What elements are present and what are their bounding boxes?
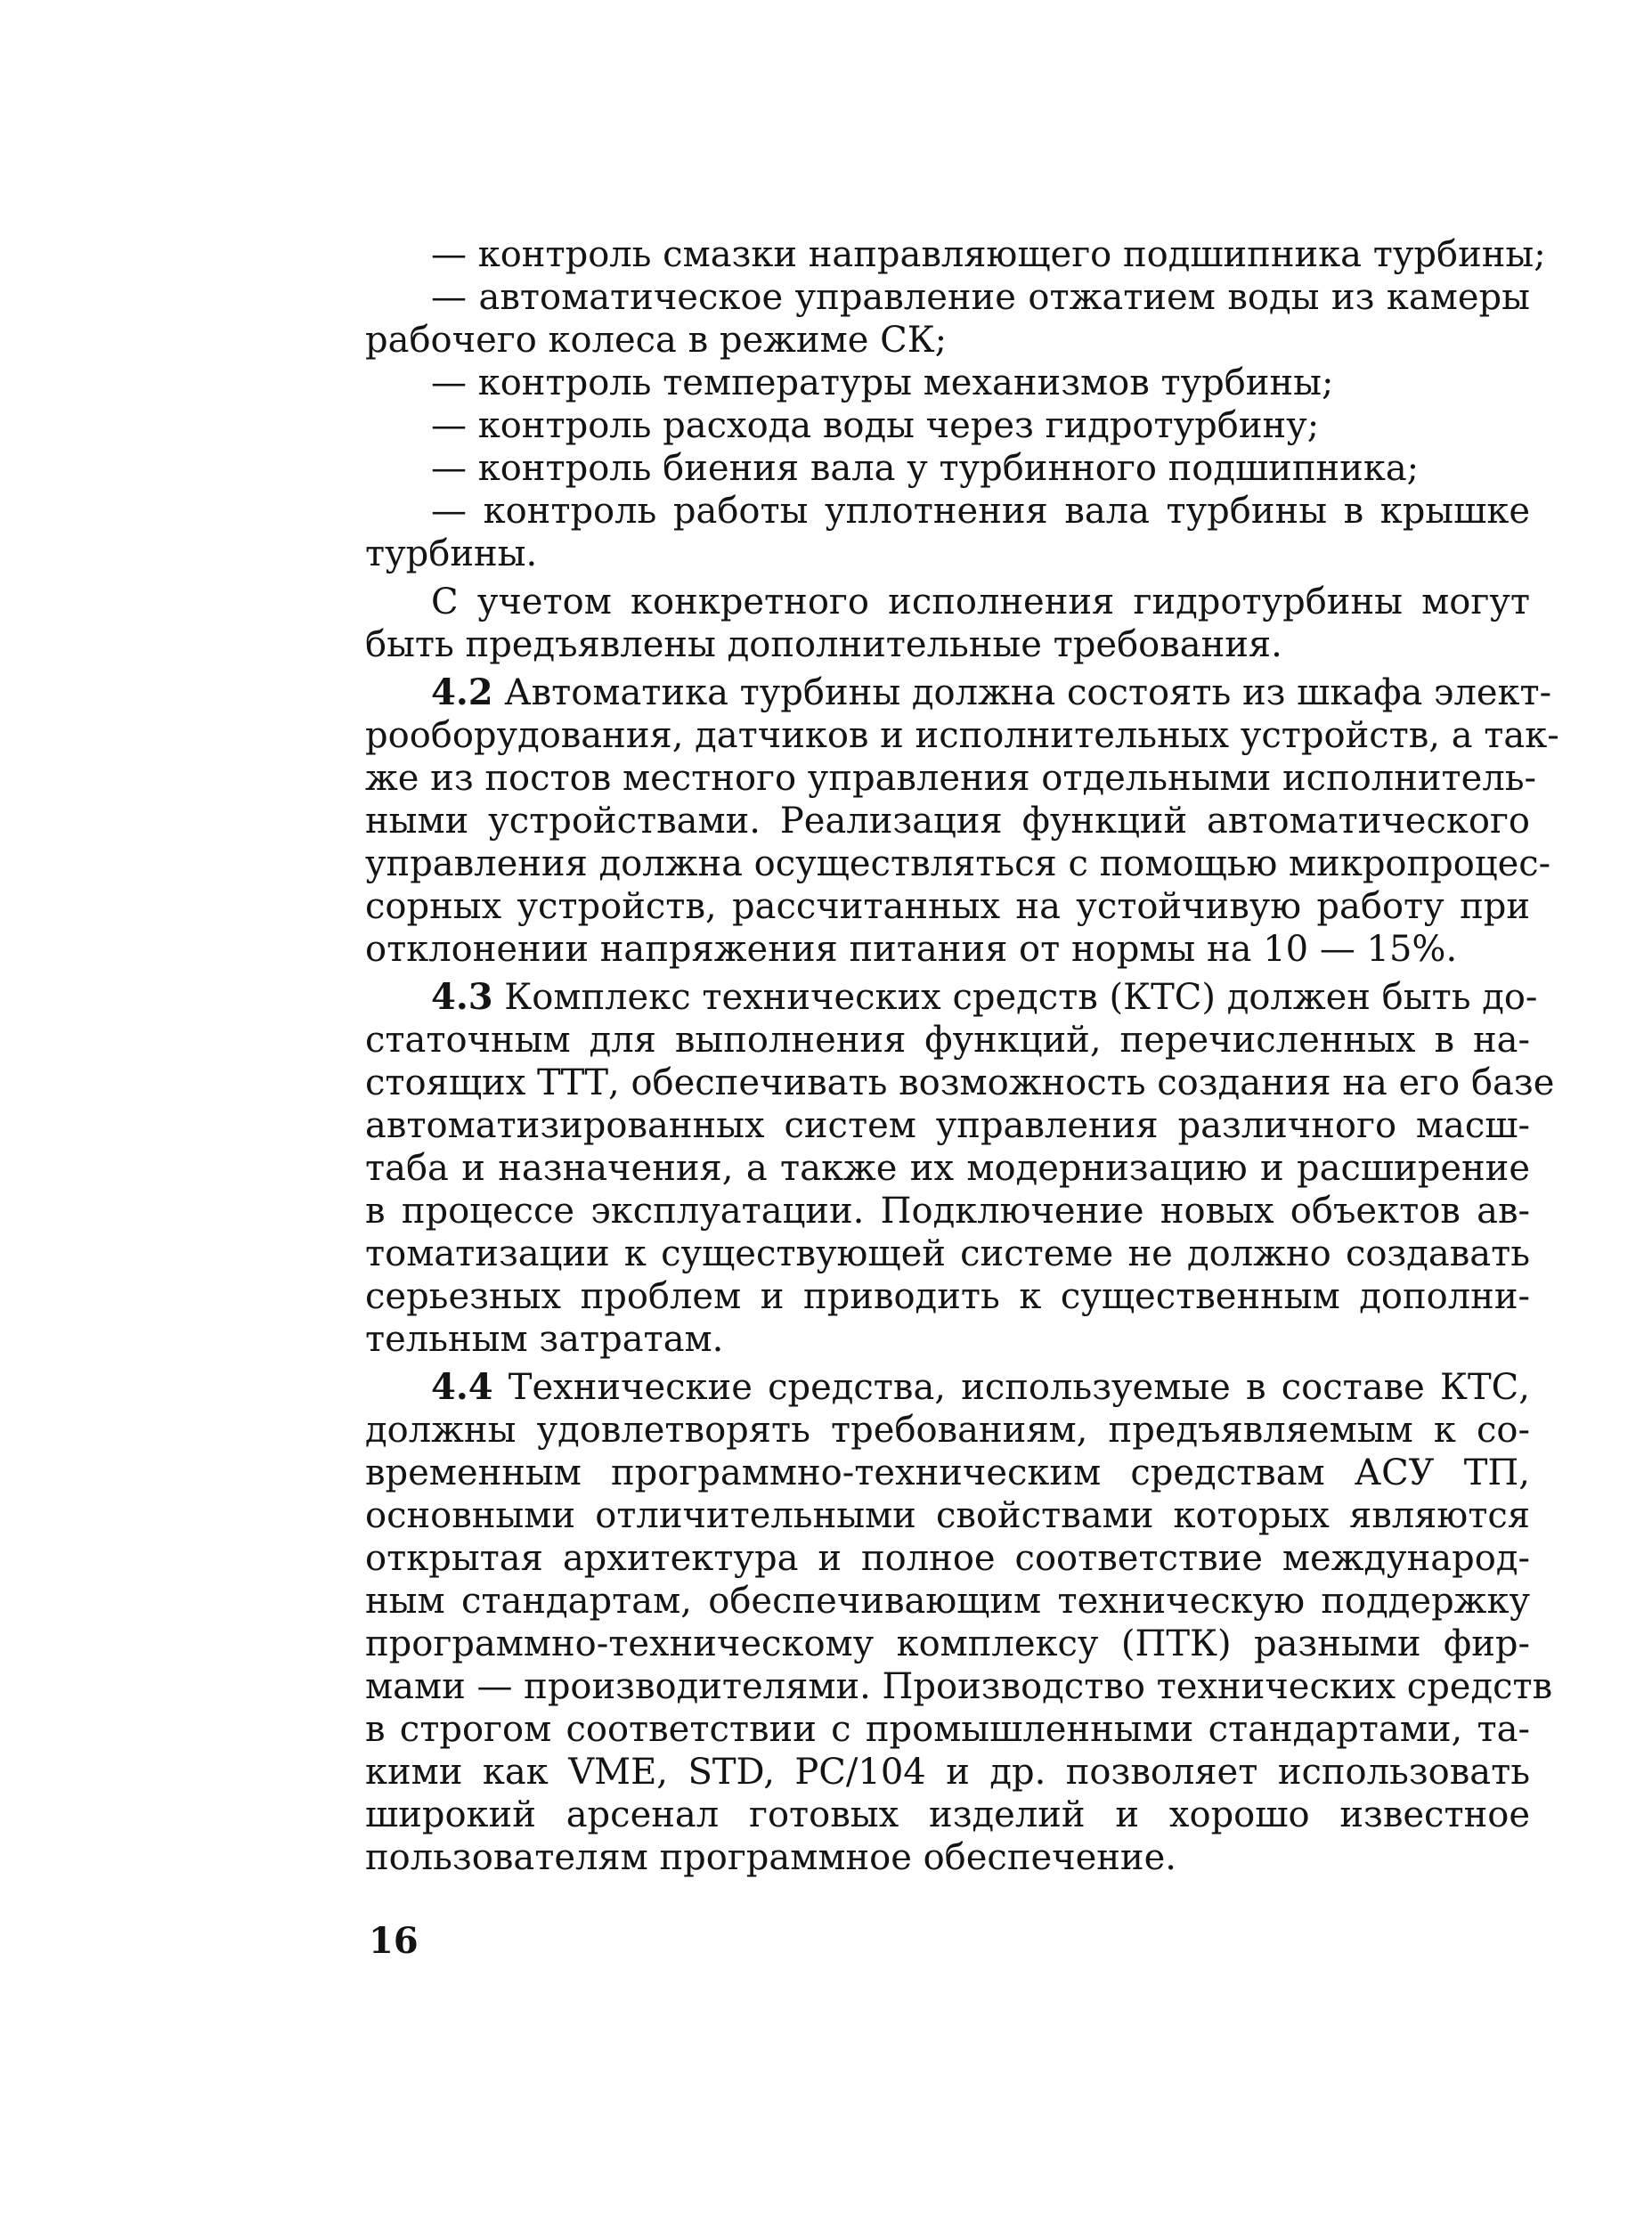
text-fragment: Технические средства, используемые в составе КТС, xyxy=(492,1367,1530,1408)
text-line: ными устройствами. Реализация функций автоматического xyxy=(365,801,1530,842)
text-line: — контроль работы уплотнения вала турбины в крышке xyxy=(431,491,1530,532)
text-line: — автоматическое управление отжатием воды из камеры xyxy=(431,277,1530,318)
section-4-2-first-line xyxy=(365,671,1552,714)
text-fragment: Комплекс технических средств (КТС) должен быть до- xyxy=(492,977,1538,1018)
text-line: сорных устройств, рассчитанных на устойчивую работу при xyxy=(365,886,1530,927)
text-line: пользователям программное обеспечение. xyxy=(365,1837,1176,1878)
section-number-4-3: 4.3 xyxy=(431,976,493,1018)
text-line: С учетом конкретного исполнения гидротурбины могут xyxy=(431,582,1530,622)
text-line: — контроль биения вала у турбинного подшипника; xyxy=(431,448,1420,489)
text-line: турбины. xyxy=(365,533,538,574)
text-line: — контроль смазки направляющего подшипника турбины; xyxy=(431,234,1546,275)
text-fragment: Автоматика турбины должна состоять из шкафа элект- xyxy=(492,672,1552,713)
text-line: кими как VME, STD, PC/104 и др. позволяет использовать xyxy=(365,1752,1530,1793)
text-line: — контроль температуры механизмов турбины; xyxy=(431,362,1334,403)
section-4-3-first-line xyxy=(365,976,1538,1019)
text-line: ным стандартам, обеспечивающим техническую поддержку xyxy=(365,1581,1530,1622)
text-line: томатизации к существующей системе не должно создавать xyxy=(365,1233,1530,1274)
text-line: тельным затратам. xyxy=(365,1319,724,1360)
body-text xyxy=(365,233,1559,1879)
text-line: в строгом соответствии с промышленными стандартами, та- xyxy=(365,1709,1530,1750)
section-number-4-4: 4.4 xyxy=(431,1366,493,1408)
text-line: рооборудования, датчиков и исполнительных устройств, а так- xyxy=(365,715,1559,756)
text-line: рабочего колеса в режиме СК; xyxy=(365,320,948,361)
text-line: стоящих ТТТ, обеспечивать возможность создания на его базе xyxy=(365,1062,1555,1103)
text-line: основными отличительными свойствами которых являются xyxy=(365,1495,1530,1536)
page-number: 16 xyxy=(369,1920,419,1962)
text-line: управления должна осуществляться с помощью микропроцес- xyxy=(365,843,1551,884)
section-4-4-first-line xyxy=(365,1366,1530,1409)
text-line: широкий арсенал готовых изделий и хорошо известное xyxy=(365,1794,1530,1835)
text-line: временным программно-техническим средствам АСУ ТП, xyxy=(365,1452,1530,1493)
text-line: же из постов местного управления отдельными исполнитель- xyxy=(365,758,1537,799)
text-line: программно-техническому комплексу (ПТК) разными фир- xyxy=(365,1623,1530,1664)
text-line: открытая архитектура и полное соответствие международ- xyxy=(365,1538,1530,1579)
text-line: мами — производителями. Производство технических средств xyxy=(365,1666,1553,1707)
text-line: должны удовлетворять требованиям, предъявляемым к со- xyxy=(365,1410,1530,1451)
text-line: серьезных проблем и приводить к существенным дополни- xyxy=(365,1276,1530,1317)
text-line: — контроль расхода воды через гидротурбину; xyxy=(431,405,1320,446)
text-line: в процессе эксплуатации. Подключение новых объектов ав- xyxy=(365,1191,1530,1232)
text-line: быть предъявлены дополнительные требования. xyxy=(365,624,1282,665)
text-line: отклонении напряжения питания от нормы на 10 — 15%. xyxy=(365,929,1458,970)
text-line: автоматизированных систем управления различного масш- xyxy=(365,1105,1530,1146)
text-line: статочным для выполнения функций, перечисленных в на- xyxy=(365,1020,1530,1061)
text-line: таба и назначения, а также их модернизацию и расширение xyxy=(365,1148,1530,1189)
section-number-4-2: 4.2 xyxy=(431,671,493,713)
